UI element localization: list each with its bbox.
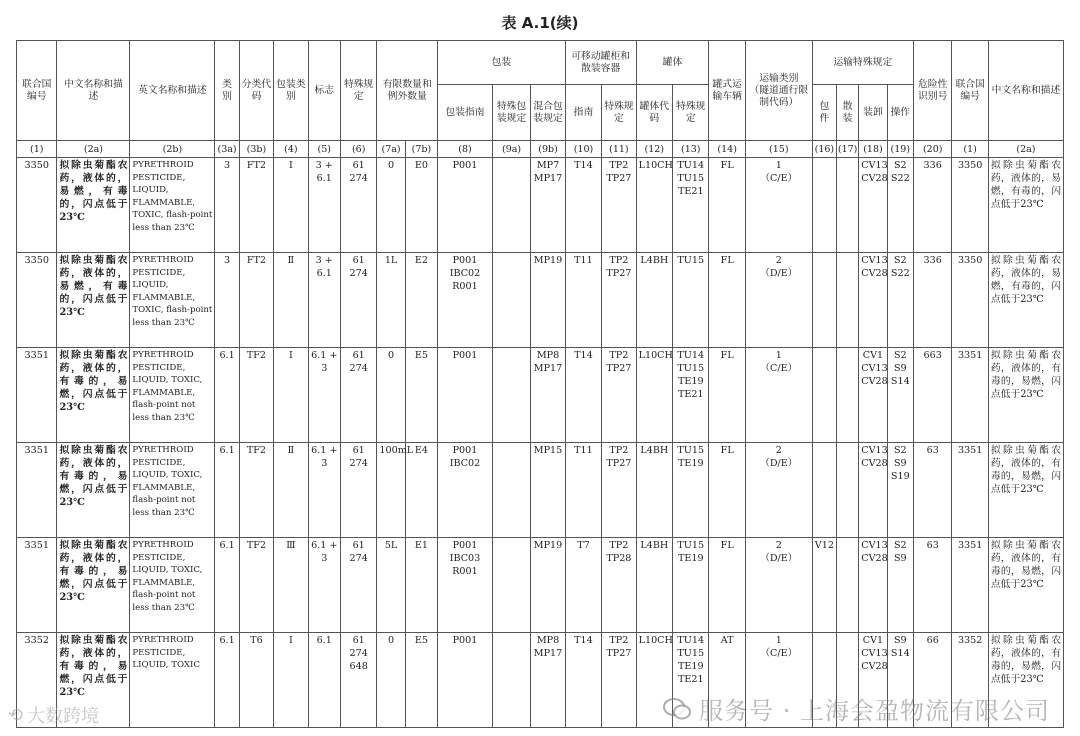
class-cell: 6.1 (215, 348, 239, 443)
header-label: 标志 (308, 41, 340, 141)
table-row (17, 253, 1064, 348)
portable-special-cell: TP2 TP27 (602, 348, 636, 443)
header-hazard-id: 危险性识别号 (913, 41, 951, 141)
portable-guide-cell: T14 (565, 158, 601, 253)
table-row (17, 538, 1064, 633)
special-cell: 61 274 648 (340, 633, 376, 728)
tank-special-cell: TU14 TU15 TE19 TE21 (673, 348, 709, 443)
hazard-id-cell: 663 (913, 348, 951, 443)
col-number: (19) (887, 141, 913, 158)
class-code-cell: TF2 (239, 348, 273, 443)
transport-cat-cell: 2 （D/E） (745, 253, 812, 348)
col-number: (10) (565, 141, 601, 158)
hazard-id-cell: 336 (913, 158, 951, 253)
pack-instr-cell: P001 (438, 158, 493, 253)
header-tank-code: 罐体代码 (636, 85, 672, 141)
tank-special-cell: TU15 TE19 (673, 538, 709, 633)
un-no-2-cell: 3351 (952, 443, 988, 538)
header-transport-cat (745, 41, 812, 141)
class-code-cell: T6 (239, 633, 273, 728)
tank-code-cell: L4BH (636, 253, 672, 348)
bulk-cell (837, 253, 859, 348)
un-no-cell: 3351 (17, 538, 57, 633)
transport-cat-cell: 2 （D/E） (745, 538, 812, 633)
package-cell (812, 443, 836, 538)
col-number: (20) (913, 141, 951, 158)
tank-code-cell: L10CH (636, 633, 672, 728)
pack-instr-cell: P001 IBC03 R001 (438, 538, 493, 633)
loading-cell: CV13 CV28 (859, 443, 887, 538)
excepted-qty-cell: E5 (405, 633, 437, 728)
en-name-cell: PYRETHROID PESTICIDE, LIQUID, FLAMMABLE, TOXIC, flash-point less than 23℃ (130, 158, 215, 253)
limited-qty-cell: 100mL (377, 443, 405, 538)
cn-name-cell: 拟除虫菊酯农药，液体的，有毒的，易燃，闪点低于23℃ (57, 443, 130, 538)
col-number: (17) (837, 141, 859, 158)
en-name-cell: PYRETHROID PESTICIDE, LIQUID, TOXIC, FLAMMABLE, flash-point not less than 23℃ (130, 538, 215, 633)
label-cell: 6.1 + 3 (308, 443, 340, 538)
vehicle-cell: FL (709, 158, 745, 253)
header-guide: 指南 (565, 85, 601, 141)
pack-group-cell: Ⅱ (274, 253, 308, 348)
header-special: 特殊规定 (340, 41, 376, 141)
limited-qty-cell: 0 (377, 158, 405, 253)
package-cell (812, 158, 836, 253)
en-name-cell: PYRETHROID PESTICIDE, LIQUID, TOXIC, FLAMMABLE, flash-point not less than 23℃ (130, 443, 215, 538)
special-pack-cell (492, 348, 530, 443)
excepted-qty-cell: E5 (405, 348, 437, 443)
tank-special-cell: TU14 TU15 TE19 TE21 (673, 633, 709, 728)
header-mixed-pack: 混合包装规定 (531, 85, 565, 141)
bulk-cell (837, 443, 859, 538)
col-number: (7b) (405, 141, 437, 158)
cn-name-2-cell: 拟除虫菊酯农药，液体的，易燃，有毒的，闪点低于23℃ (988, 253, 1063, 348)
col-number: (5) (308, 141, 340, 158)
hazard-id-cell: 66 (913, 633, 951, 728)
bulk-cell (837, 348, 859, 443)
header-tank: 罐体 (636, 41, 709, 85)
operation-cell: S2 S22 (887, 253, 913, 348)
portable-special-cell: TP2 TP27 (602, 253, 636, 348)
transport-cat-label: 运输类别 (759, 72, 799, 84)
special-cell: 61 274 (340, 348, 376, 443)
en-name-cell: PYRETHROID PESTICIDE, LIQUID, TOXIC, FLAMMABLE, flash-point not less than 23℃ (130, 348, 215, 443)
special-pack-cell (492, 443, 530, 538)
header-cn-name-2: 中文名称和描述 (988, 41, 1063, 141)
excepted-qty-cell: E4 (405, 443, 437, 538)
class-cell: 6.1 (215, 443, 239, 538)
portable-guide-cell: T14 (565, 348, 601, 443)
header-bulk: 散装 (837, 85, 859, 141)
col-number: (4) (274, 141, 308, 158)
cn-name-2-cell: 拟除虫菊酯农药，液体的，易燃，有毒的，闪点低于23℃ (988, 158, 1063, 253)
header-class: 类别 (215, 41, 239, 141)
header-package: 包件 (812, 85, 836, 141)
operation-cell: S2 S22 (887, 158, 913, 253)
col-number: (1) (952, 141, 988, 158)
mixed-pack-cell: MP19 (531, 253, 565, 348)
header-en-name: 英文名称和描述 (130, 41, 215, 141)
special-pack-cell (492, 633, 530, 728)
col-number: (7a) (377, 141, 405, 158)
vehicle-cell: AT (709, 633, 745, 728)
transport-cat-cell: 1 （C/E） (745, 633, 812, 728)
tank-special-cell: TU14 TU15 TE21 (673, 158, 709, 253)
un-no-2-cell: 3351 (952, 538, 988, 633)
vehicle-cell: FL (709, 443, 745, 538)
col-number: (9b) (531, 141, 565, 158)
column-number-row (17, 141, 1064, 158)
cn-name-2-cell: 拟除虫菊酯农药，液体的，有毒的，易燃，闪点低于23℃ (988, 538, 1063, 633)
pack-instr-cell: P001 IBC02 R001 (438, 253, 493, 348)
un-no-cell: 3351 (17, 443, 57, 538)
bulk-cell (837, 158, 859, 253)
wechat-icon (663, 697, 691, 721)
mixed-pack-cell: MP19 (531, 538, 565, 633)
cn-name-cell: 拟除虫菊酯农药，液体的，易燃，有毒的，闪点低于23℃ (57, 253, 130, 348)
mixed-pack-cell: MP8 MP17 (531, 633, 565, 728)
loading-cell: CV13 CV28 (859, 253, 887, 348)
col-number: (6) (340, 141, 376, 158)
header-un-no: 联合国编号 (17, 41, 57, 141)
pack-instr-cell: P001 (438, 633, 493, 728)
class-code-cell: TF2 (239, 443, 273, 538)
cn-name-cell: 拟除虫菊酯农药，液体的，有毒的，易燃，闪点低于23℃ (57, 348, 130, 443)
loading-cell: CV1 CV13 CV28 (859, 348, 887, 443)
header-pack-group: 包装类别 (274, 41, 308, 141)
operation-cell: S2 S9 S14 (887, 348, 913, 443)
header-transport-special: 运输特殊规定 (812, 41, 913, 85)
hazard-id-cell: 336 (913, 253, 951, 348)
class-code-cell: FT2 (239, 158, 273, 253)
col-number: (3a) (215, 141, 239, 158)
un-no-cell: 3352 (17, 633, 57, 728)
tank-code-cell: L10CH (636, 348, 672, 443)
special-pack-cell (492, 158, 530, 253)
col-number: (11) (602, 141, 636, 158)
class-cell: 3 (215, 158, 239, 253)
operation-cell: S9 S14 (887, 633, 913, 728)
mixed-pack-cell: MP7 MP17 (531, 158, 565, 253)
bulk-cell (837, 538, 859, 633)
excepted-qty-cell: E1 (405, 538, 437, 633)
header-un-no-2: 联合国编号 (952, 41, 988, 141)
vehicle-cell: FL (709, 348, 745, 443)
label-cell: 3 + 6.1 (308, 158, 340, 253)
loading-cell: CV13 CV28 (859, 538, 887, 633)
header-vehicle: 罐式运输车辆 (709, 41, 745, 141)
brand-icon: ⟲ (8, 704, 24, 726)
mixed-pack-cell: MP15 (531, 443, 565, 538)
excepted-qty-cell: E2 (405, 253, 437, 348)
pack-group-cell: I (274, 633, 308, 728)
cn-name-cell: 拟除虫菊酯农药，液体的，有毒的，易燃，闪点低于23℃ (57, 538, 130, 633)
limited-qty-cell: 0 (377, 633, 405, 728)
special-cell: 61 274 (340, 443, 376, 538)
limited-qty-cell: 1L (377, 253, 405, 348)
special-pack-cell (492, 253, 530, 348)
header-class-code: 分类代码 (239, 41, 273, 141)
special-cell: 61 274 (340, 538, 376, 633)
portable-guide-cell: T11 (565, 253, 601, 348)
mixed-pack-cell: MP8 MP17 (531, 348, 565, 443)
transport-cat-cell: 1 （C/E） (745, 348, 812, 443)
package-cell (812, 253, 836, 348)
limited-qty-cell: 5L (377, 538, 405, 633)
watermark (663, 691, 1050, 726)
tank-special-cell: TU15 TE19 (673, 443, 709, 538)
col-number: (2a) (57, 141, 130, 158)
package-cell: V12 (812, 538, 836, 633)
header-cn-name: 中文名称和描述 (57, 41, 130, 141)
col-number: (12) (636, 141, 672, 158)
loading-cell: CV1 CV13 CV28 (859, 633, 887, 728)
en-name-cell: PYRETHROID PESTICIDE, LIQUID, FLAMMABLE, TOXIC, flash-point less than 23℃ (130, 253, 215, 348)
un-no-2-cell: 3351 (952, 348, 988, 443)
col-number: (1) (17, 141, 57, 158)
portable-special-cell: TP2 TP27 (602, 443, 636, 538)
un-no-cell: 3351 (17, 348, 57, 443)
un-no-2-cell: 3350 (952, 158, 988, 253)
un-no-2-cell: 3352 (952, 633, 988, 728)
cn-name-2-cell: 拟除虫菊酯农药，液体的，有毒的，易燃，闪点低于23℃ (988, 633, 1063, 728)
col-number: (9a) (492, 141, 530, 158)
header-loading: 装卸 (859, 85, 887, 141)
table-row (17, 348, 1064, 443)
header-pack-instr: 包装指南 (438, 85, 493, 141)
tank-code-cell: L4BH (636, 443, 672, 538)
class-code-cell: FT2 (239, 253, 273, 348)
un-no-cell: 3350 (17, 253, 57, 348)
tank-code-cell: L4BH (636, 538, 672, 633)
col-number: (16) (812, 141, 836, 158)
vehicle-cell: FL (709, 538, 745, 633)
table-row (17, 158, 1064, 253)
table-title: 表 A.1(续) (501, 14, 579, 32)
label-cell: 3 + 6.1 (308, 253, 340, 348)
package-cell (812, 348, 836, 443)
class-cell: 3 (215, 253, 239, 348)
transport-cat-cell: 2 （D/E） (745, 443, 812, 538)
special-pack-cell (492, 538, 530, 633)
header-tank-special: 特殊规定 (673, 85, 709, 141)
limited-qty-cell: 0 (377, 348, 405, 443)
pack-group-cell: I (274, 158, 308, 253)
transport-cat-cell: 1 （C/E） (745, 158, 812, 253)
portable-special-cell: TP2 TP28 (602, 538, 636, 633)
col-number: (8) (438, 141, 493, 158)
portable-special-cell: TP2 TP27 (602, 158, 636, 253)
dangerous-goods-table (16, 40, 1064, 728)
cn-name-cell: 拟除虫菊酯农药，液体的，有毒的，易燃，闪点低于23℃ (57, 633, 130, 728)
label-cell: 6.1 + 3 (308, 538, 340, 633)
operation-cell: S2 S9 (887, 538, 913, 633)
header-limited: 有限数量和例外数量 (377, 41, 438, 141)
hazard-id-cell: 63 (913, 538, 951, 633)
pack-instr-cell: P001 (438, 348, 493, 443)
portable-guide-cell: T14 (565, 633, 601, 728)
col-number: (13) (673, 141, 709, 158)
un-no-cell: 3350 (17, 158, 57, 253)
hazard-id-cell: 63 (913, 443, 951, 538)
col-number: (3b) (239, 141, 273, 158)
label-cell: 6.1 + 3 (308, 348, 340, 443)
col-number: (18) (859, 141, 887, 158)
loading-cell: CV13 CV28 (859, 158, 887, 253)
corner-watermark-text: 大数跨境 (27, 706, 100, 727)
pack-group-cell: I (274, 348, 308, 443)
en-name-cell: PYRETHROID PESTICIDE, LIQUID, TOXIC (130, 633, 215, 728)
header-packaging: 包装 (438, 41, 566, 85)
col-number: (2a) (988, 141, 1063, 158)
watermark-text: 服务号 · 上海会盈物流有限公司 (699, 697, 1050, 725)
special-cell: 61 274 (340, 158, 376, 253)
class-code-cell: TF2 (239, 538, 273, 633)
vehicle-cell: FL (709, 253, 745, 348)
tank-code-cell: L10CH (636, 158, 672, 253)
col-number: (2b) (130, 141, 215, 158)
class-cell: 6.1 (215, 633, 239, 728)
table-row (17, 443, 1064, 538)
pack-group-cell: Ⅱ (274, 443, 308, 538)
pack-group-cell: Ⅲ (274, 538, 308, 633)
header-operation: 操作 (887, 85, 913, 141)
un-no-2-cell: 3350 (952, 253, 988, 348)
portable-special-cell: TP2 TP27 (602, 633, 636, 728)
excepted-qty-cell: E0 (405, 158, 437, 253)
operation-cell: S2 S9 S19 (887, 443, 913, 538)
class-cell: 6.1 (215, 538, 239, 633)
portable-guide-cell: T11 (565, 443, 601, 538)
label-cell: 6.1 (308, 633, 340, 728)
col-number: (14) (709, 141, 745, 158)
header-special-pack: 特殊包装规定 (492, 85, 530, 141)
cn-name-cell: 拟除虫菊酯农药，液体的，易燃，有毒的，闪点低于23℃ (57, 158, 130, 253)
cn-name-2-cell: 拟除虫菊酯农药，液体的，有毒的，易燃，闪点低于23℃ (988, 348, 1063, 443)
corner-watermark (8, 702, 99, 728)
special-cell: 61 274 (340, 253, 376, 348)
transport-cat-sub: （隧道通行限制代码） (749, 84, 809, 108)
col-number: (15) (745, 141, 812, 158)
pack-instr-cell: P001 IBC02 (438, 443, 493, 538)
header-portable: 可移动罐柜和散装容器 (565, 41, 636, 85)
cn-name-2-cell: 拟除虫菊酯农药，液体的，有毒的，易燃，闪点低于23℃ (988, 443, 1063, 538)
tank-special-cell: TU15 (673, 253, 709, 348)
header-portable-special: 特殊规定 (602, 85, 636, 141)
portable-guide-cell: T7 (565, 538, 601, 633)
